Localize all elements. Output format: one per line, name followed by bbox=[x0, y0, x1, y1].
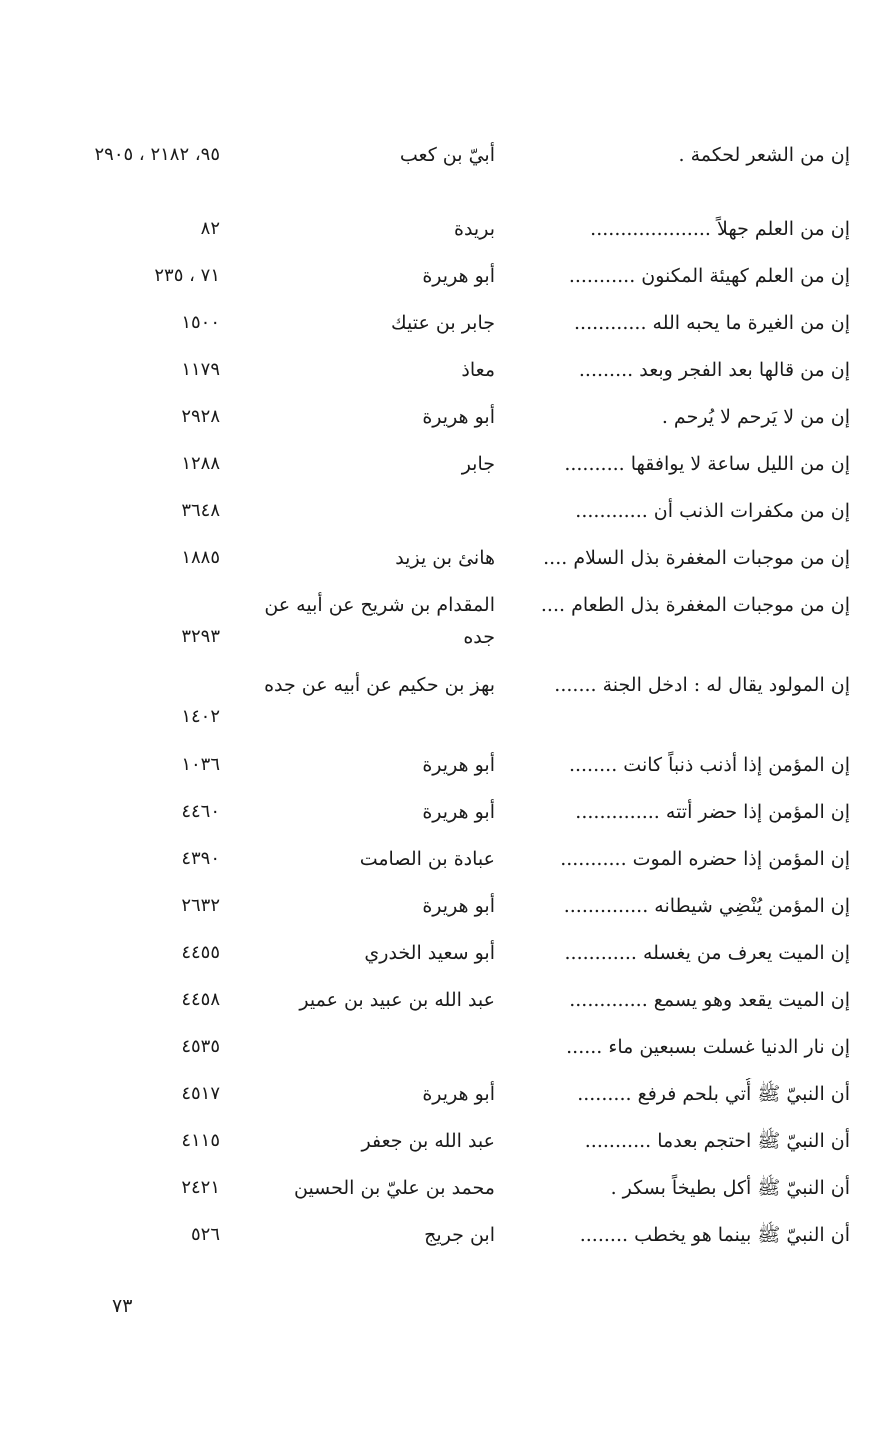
index-entry bbox=[80, 209, 850, 256]
narrator-name: عبد الله بن عبيد بن عمير bbox=[299, 989, 495, 1011]
hadith-numbers: ٢٦٣٢ bbox=[181, 895, 220, 916]
narrator-name: عبد الله بن جعفر bbox=[361, 1130, 495, 1152]
index-entry bbox=[80, 665, 850, 745]
index-entry bbox=[80, 135, 850, 209]
hadith-text: إن من الغيرة ما يحبه الله ............ bbox=[574, 312, 850, 334]
narrator-name: أبو سعيد الخدري bbox=[364, 942, 495, 964]
hadith-text: إن من الشعر لحكمة . bbox=[678, 144, 850, 166]
index-entry bbox=[80, 1121, 850, 1168]
index-entry bbox=[80, 585, 850, 665]
hadith-numbers: ٤٥٣٥ bbox=[181, 1036, 220, 1057]
hadith-text: إن المؤمن يُنْضِي شيطانه .............. bbox=[563, 895, 850, 917]
narrator-name: معاذ bbox=[461, 359, 495, 381]
index-entry bbox=[80, 444, 850, 491]
index-entry bbox=[80, 980, 850, 1027]
hadith-numbers: ١١٧٩ bbox=[181, 359, 220, 380]
hadith-text: أن النبيّ ﷺ احتجم بعدما ........... bbox=[584, 1130, 850, 1152]
hadith-text: إن الميت يعرف من يغسله ............ bbox=[564, 942, 850, 964]
narrator-name: أبو هريرة bbox=[422, 265, 495, 287]
index-entry bbox=[80, 792, 850, 839]
hadith-text: أن النبيّ ﷺ أكل بطيخاً بسكر . bbox=[610, 1177, 850, 1199]
hadith-text: إن المؤمن إذا حضره الموت ........... bbox=[560, 848, 850, 870]
index-entry bbox=[80, 1074, 850, 1121]
hadith-numbers: ١٨٨٥ bbox=[181, 547, 220, 568]
index-entry bbox=[80, 491, 850, 538]
hadith-text: إن المؤمن إذا حضر أتته .............. bbox=[575, 801, 850, 823]
hadith-text: إن من مكفرات الذنب أن ............ bbox=[575, 500, 850, 522]
hadith-numbers: ٨٢ bbox=[200, 218, 220, 239]
index-entry bbox=[80, 256, 850, 303]
hadith-numbers: ٧١ ، ٢٣٥ bbox=[154, 265, 220, 286]
hadith-numbers: ١٤٠٢ bbox=[181, 706, 220, 727]
index-entry bbox=[80, 1215, 850, 1262]
hadith-text: أن النبيّ ﷺ أُتي بلحم فرفع ......... bbox=[577, 1083, 850, 1105]
hadith-text: إن من الليل ساعة لا يوافقها .......... bbox=[564, 453, 850, 475]
narrator-name: عبادة بن الصامت bbox=[359, 848, 495, 870]
narrator-name: أبو هريرة bbox=[422, 754, 495, 776]
hadith-text: إن من قالها بعد الفجر وبعد ......... bbox=[578, 359, 850, 381]
hadith-numbers: ٤٣٩٠ bbox=[181, 848, 220, 869]
hadith-numbers: ٢٩٢٨ bbox=[181, 406, 220, 427]
narrator-name: هانئ بن يزيد bbox=[395, 547, 495, 569]
narrator-name: أبو هريرة bbox=[422, 406, 495, 428]
hadith-text: إن من لا يَرحم لا يُرحم . bbox=[661, 406, 850, 428]
narrator-name: أبو هريرة bbox=[422, 895, 495, 917]
hadith-numbers: ٢٤٢١ bbox=[181, 1177, 220, 1198]
index-entry bbox=[80, 397, 850, 444]
hadith-numbers: ٤٥١٧ bbox=[181, 1083, 220, 1104]
index-entry bbox=[80, 350, 850, 397]
hadith-text: إن الميت يقعد وهو يسمع ............. bbox=[569, 989, 850, 1011]
narrator-name: بهز بن حكيم عن أبيه عن جده bbox=[264, 674, 495, 696]
index-entry bbox=[80, 886, 850, 933]
narrator-name: أبو هريرة bbox=[422, 1083, 495, 1105]
hadith-numbers: ٩٥، ٢١٨٢ ، ٢٩٠٥ bbox=[94, 144, 220, 165]
page-number: ٧٣ bbox=[112, 1295, 133, 1317]
narrator-name: أبو هريرة bbox=[422, 801, 495, 823]
hadith-numbers: ٤١١٥ bbox=[181, 1130, 220, 1151]
narrator-name: جابر بن عتيك bbox=[391, 312, 495, 334]
index-entry bbox=[80, 933, 850, 980]
hadith-text: أن النبيّ ﷺ بينما هو يخطب ........ bbox=[579, 1224, 850, 1246]
hadith-numbers: ١٠٣٦ bbox=[181, 754, 220, 775]
hadith-text: إن من العلم جهلاً .................... bbox=[590, 218, 850, 240]
index-entry bbox=[80, 303, 850, 350]
hadith-text: إن نار الدنيا غسلت بسبعين ماء ...... bbox=[566, 1036, 850, 1058]
narrator-name: جابر bbox=[461, 453, 495, 475]
hadith-numbers: ٣٦٤٨ bbox=[181, 500, 220, 521]
narrator-name: أبيّ بن كعب bbox=[399, 144, 495, 166]
hadith-numbers: ١٥٠٠ bbox=[181, 312, 220, 333]
narrator-name: المقدام بن شريح عن أبيه عن جده bbox=[264, 594, 495, 648]
hadith-text: إن من موجبات المغفرة بذل الطعام .... bbox=[540, 594, 850, 616]
hadith-numbers: ٤٤٦٠ bbox=[181, 801, 220, 822]
index-entry bbox=[80, 538, 850, 585]
narrator-name: ابن جريج bbox=[424, 1224, 495, 1246]
hadith-numbers: ٥٢٦ bbox=[190, 1224, 220, 1245]
index-entry bbox=[80, 745, 850, 792]
hadith-numbers: ٣٢٩٣ bbox=[181, 626, 220, 647]
index-entry bbox=[80, 839, 850, 886]
narrator-name: محمد بن عليّ بن الحسين bbox=[293, 1177, 495, 1199]
index-entry bbox=[80, 1027, 850, 1074]
hadith-text: إن من موجبات المغفرة بذل السلام .... bbox=[543, 547, 850, 569]
hadith-numbers: ٤٤٥٨ bbox=[181, 989, 220, 1010]
hadith-numbers: ٤٤٥٥ bbox=[181, 942, 220, 963]
hadith-text: إن المؤمن إذا أذنب ذنباً كانت ........ bbox=[568, 754, 850, 776]
narrator-name: بريدة bbox=[454, 218, 495, 240]
hadith-text: إن من العلم كهيئة المكنون ........... bbox=[568, 265, 850, 287]
hadith-index-list bbox=[80, 135, 850, 1262]
index-entry bbox=[80, 1168, 850, 1215]
hadith-numbers: ١٢٨٨ bbox=[181, 453, 220, 474]
hadith-text: إن المولود يقال له : ادخل الجنة ....... bbox=[554, 674, 850, 696]
